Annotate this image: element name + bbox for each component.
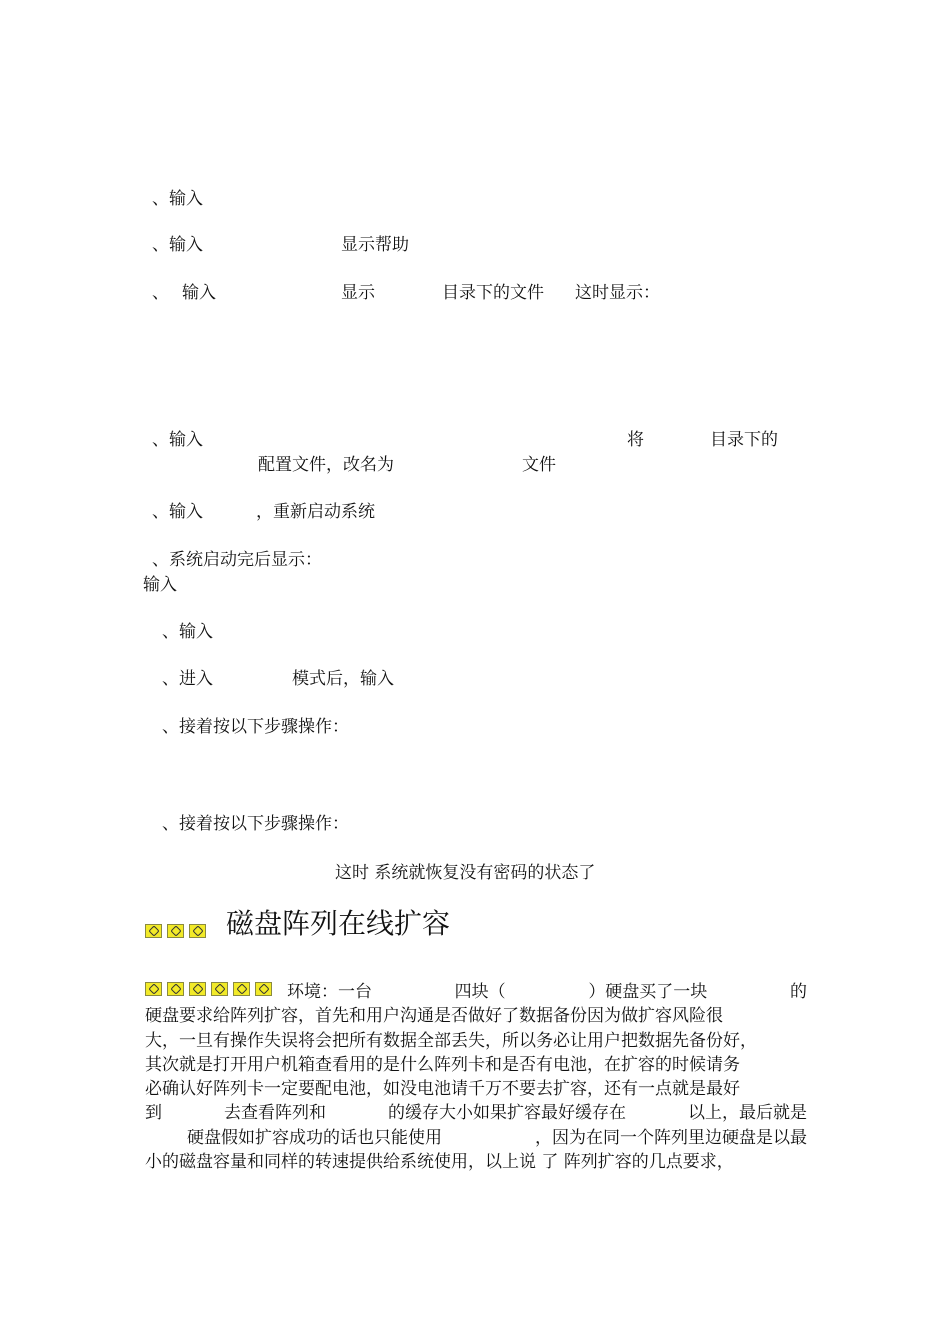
step-8-mode: 模式后，输入 [292,669,394,689]
body-paragraph [145,980,807,1174]
step-5-text: 、输入 [152,502,203,522]
step-1-text: 、输入 [152,189,203,209]
step-7-text: 、输入 [162,622,213,642]
step-6-text: 、系统启动完后显示： [152,550,322,570]
conclusion-text: 这时 系统就恢复没有密码的状态了 [335,863,596,883]
step-2-desc: 显示帮助 [341,235,409,255]
step-8-text: 、进入 [162,669,213,689]
step-10-text: 、接着按以下步骤操作： [162,814,349,834]
step-2-text: 、输入 [152,235,203,255]
paragraph-line: 环境：一台 四块（ ）硬盘买了一块 的 [287,982,807,1002]
step-9-text: 、接着按以下步骤操作： [162,717,349,737]
image-placeholder-icon [145,924,162,938]
title-icons [145,924,206,938]
paragraph-line: 硬盘要求给阵列扩容，首先和用户沟通是否做好了数据备份因为做扩容风险很 [145,1006,723,1027]
step-4-file: 文件 [522,455,556,475]
step-4-rename: 配置文件，改名为 [258,455,394,475]
step-3-show: 显示 [341,283,375,303]
paragraph-line: 必确认好阵列卡一定要配电池，如没电池请千万不要去扩容，还有一点就是最好 [145,1079,740,1100]
image-placeholder-icon [189,924,206,938]
paragraph-line: 小的磁盘容量和同样的转速提供给系统使用，以上说 了 阵列扩容的几点要求， [145,1152,734,1173]
image-placeholder-icon [167,924,184,938]
step-4-will: 将 [627,430,644,450]
paragraph-line: 硬盘假如扩容成功的话也只能使用 ，因为在同一个阵列里边硬盘是以最 [187,1127,807,1148]
step-4-dir: 目录下的 [710,430,778,450]
step-4-text: 、输入 [152,430,203,450]
step-3-display: 这时显示： [575,283,660,303]
section-title: 磁盘阵列在线扩容 [226,907,451,940]
paragraph-line: 其次就是打开用户机箱查看用的是什么阵列卡和是否有电池，在扩容的时候请务 [145,1054,740,1075]
step-5-reboot: ，重新启动系统 [256,502,375,522]
paragraph-line: 到 去查看阵列和 的缓存大小如果扩容最好缓存在 以上，最后就是 [145,1103,807,1124]
step-3-num: 、 [152,283,169,303]
step-3-files: 目录下的文件 [442,283,544,303]
step-6-input: 输入 [143,575,177,595]
paragraph-line: 大，一旦有操作失误将会把所有数据全部丢失，所以务必让用户把数据先备份好， [145,1030,757,1051]
step-3-text: 输入 [182,283,216,303]
